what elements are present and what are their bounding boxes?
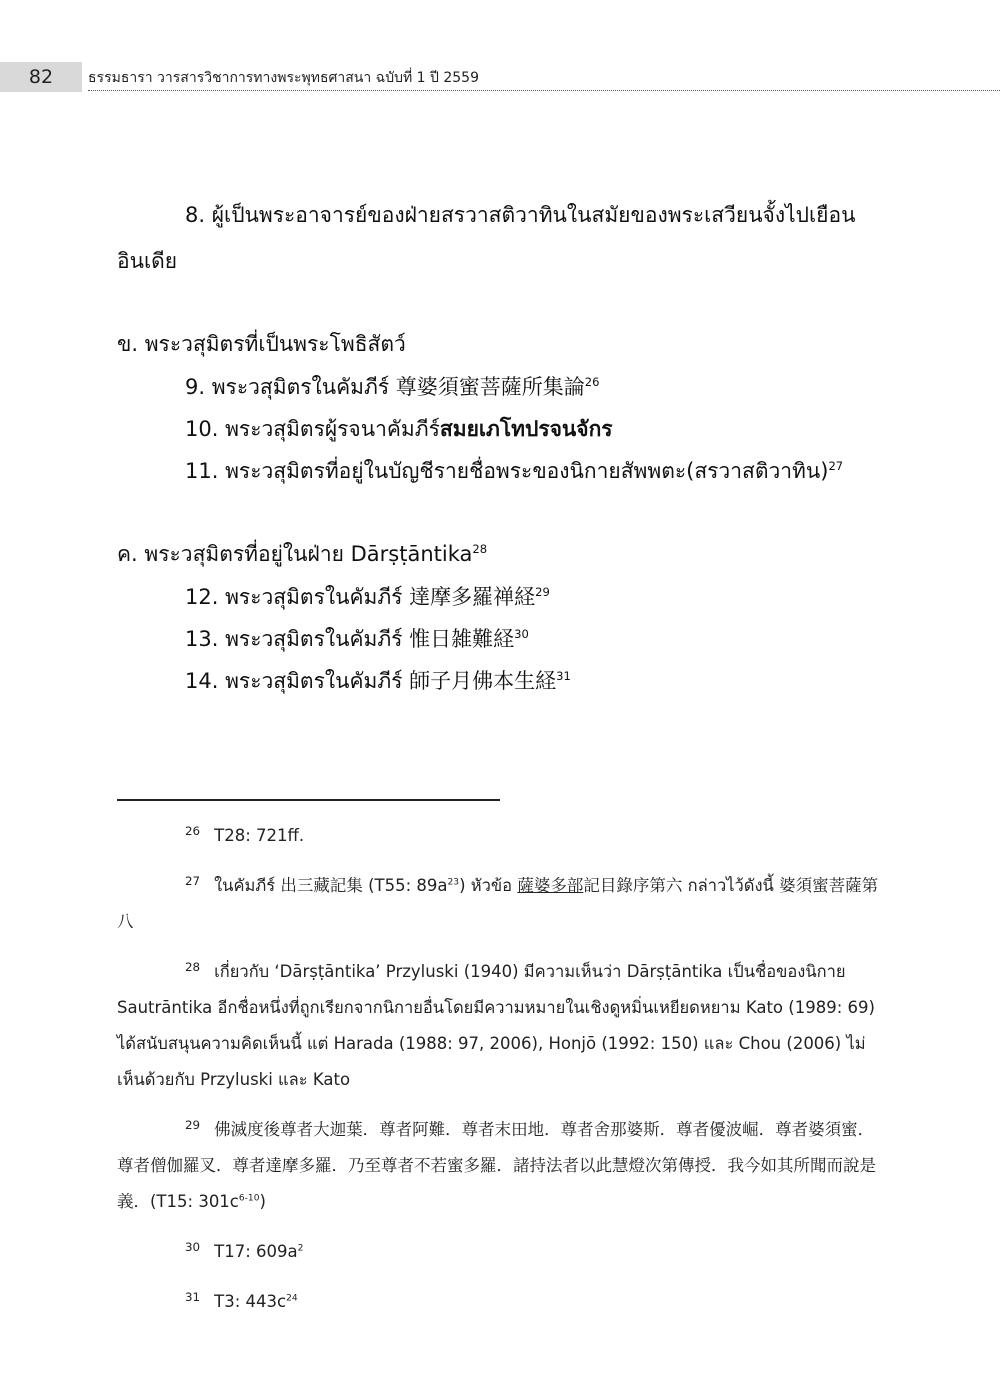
footnote-superscript: 2 (297, 1243, 304, 1254)
item-10-bold-title: สมยเภโทปรจนจักร (439, 417, 613, 441)
ref-30: 30 (514, 627, 529, 641)
footnote-superscript: 24 (286, 1293, 298, 1304)
ref-29: 29 (535, 585, 550, 599)
item-9 (117, 366, 887, 408)
section-heading-kho (117, 532, 887, 576)
item-13 (117, 618, 887, 660)
footnote-text: 佛滅度後尊者大迦葉．尊者阿難．尊者末田地．尊者舍那婆斯．尊者優波崛．尊者婆須蜜．尊者僧伽羅叉．尊者達摩多羅．乃至尊者不若蜜多羅．諸持法者以此慧燈次第傳授．我今如其所聞而說是義．(T15: 301c (117, 1120, 876, 1211)
footnote-text: T17: 609a (214, 1242, 298, 1261)
footnote-underlined-term: 薩婆多部 (517, 876, 584, 895)
running-title: ธรรมธารา วารสารวิชาการทางพระพุทธศาสนา ฉบับที่ 1 ปี 2559 (88, 66, 1000, 91)
footnote-text: T3: 443c (214, 1292, 287, 1311)
section-heading-kha: ข. พระวสุมิตรที่เป็นพระโพธิสัตว์ (117, 332, 406, 356)
item-11-text: 11. พระวสุมิตรที่อยู่ในบัญชีรายชื่อพระของนิกายสัพพตะ(สรวาสติวาทิน) (185, 459, 829, 483)
footnote-text: 記目錄序第六 กล่าวไว้ดังนี้ 婆須蜜菩薩第八 (117, 876, 879, 931)
footnote-number: 30 (185, 1239, 201, 1254)
ref-31: 31 (556, 669, 571, 683)
footnote-number: 28 (185, 959, 201, 974)
footnotes (117, 818, 887, 1334)
footnote-number: 31 (185, 1289, 201, 1304)
item-10-text: 10. พระวสุมิตรผู้รจนาคัมภีร์ (185, 417, 440, 441)
footnote-30 (117, 1234, 887, 1270)
ref-28: 28 (472, 542, 488, 556)
item-12 (117, 576, 887, 618)
ref-27: 27 (828, 459, 844, 473)
footnote-text: T28: 721ff. (214, 826, 305, 845)
section-heading-kho-text: ค. พระวสุมิตรที่อยู่ในฝ่าย Dārṣṭāntika (117, 542, 473, 566)
footnote-26 (117, 818, 887, 854)
footnote-text: ) (259, 1192, 266, 1211)
footnote-31 (117, 1284, 887, 1320)
page-number: 82 (0, 62, 82, 92)
item-13-text: 13. พระวสุมิตรในคัมภีร์ 惟日雑難経 (185, 627, 515, 651)
item-14 (117, 660, 887, 702)
footnote-text: เกี่ยวกับ ‘Dārṣṭāntika’ Przyluski (1940) มีความเห็นว่า Dārṣṭāntika เป็นชื่อของนิกาย Sautrāntika อีกชื่อหนึ่งที่ถูกเรียกจากนิกายอื่นโดยมีความหมายในเชิงดูหมิ่นเหยียดหยาม Kato (1989: 69) ได้สนับสนุนความคิดเห็นนี้ แต่ Harada (1988: 97, 2006), Honjō (1992: 150) และ Chou (2006) ไม่เห็นด้วยกับ Przyluski และ Kato (117, 962, 875, 1089)
item-10 (117, 408, 887, 450)
footnote-superscript: 6-10 (238, 1193, 260, 1204)
footnote-29 (117, 1112, 887, 1220)
footnote-separator (117, 799, 500, 801)
item-9-text: 9. พระวสุมิตรในคัมภีร์ 尊婆須蜜菩薩所集論 (185, 375, 585, 399)
footnote-number: 27 (185, 873, 201, 888)
footnote-number: 29 (185, 1117, 201, 1132)
item-8: 8. ผู้เป็นพระอาจารย์ของฝ่ายสรวาสติวาทินในสมัยของพระเสวียนจั้งไปเยือนอินเดีย (117, 203, 856, 273)
page-header (0, 62, 1000, 94)
item-14-text: 14. พระวสุมิตรในคัมภีร์ 師子月佛本生経 (185, 669, 557, 693)
footnote-text: ในคัมภีร์ 出三藏記集 (T55: 89a (214, 876, 448, 895)
item-12-text: 12. พระวสุมิตรในคัมภีร์ 達摩多羅禅経 (185, 585, 536, 609)
footnote-27 (117, 868, 887, 940)
main-text (117, 192, 887, 702)
footnote-28 (117, 954, 887, 1098)
footnote-superscript: 23 (447, 877, 460, 888)
ref-26: 26 (584, 375, 600, 389)
item-11 (117, 450, 887, 492)
footnote-text: ) หัวข้อ (459, 876, 518, 895)
footnote-number: 26 (185, 823, 201, 838)
